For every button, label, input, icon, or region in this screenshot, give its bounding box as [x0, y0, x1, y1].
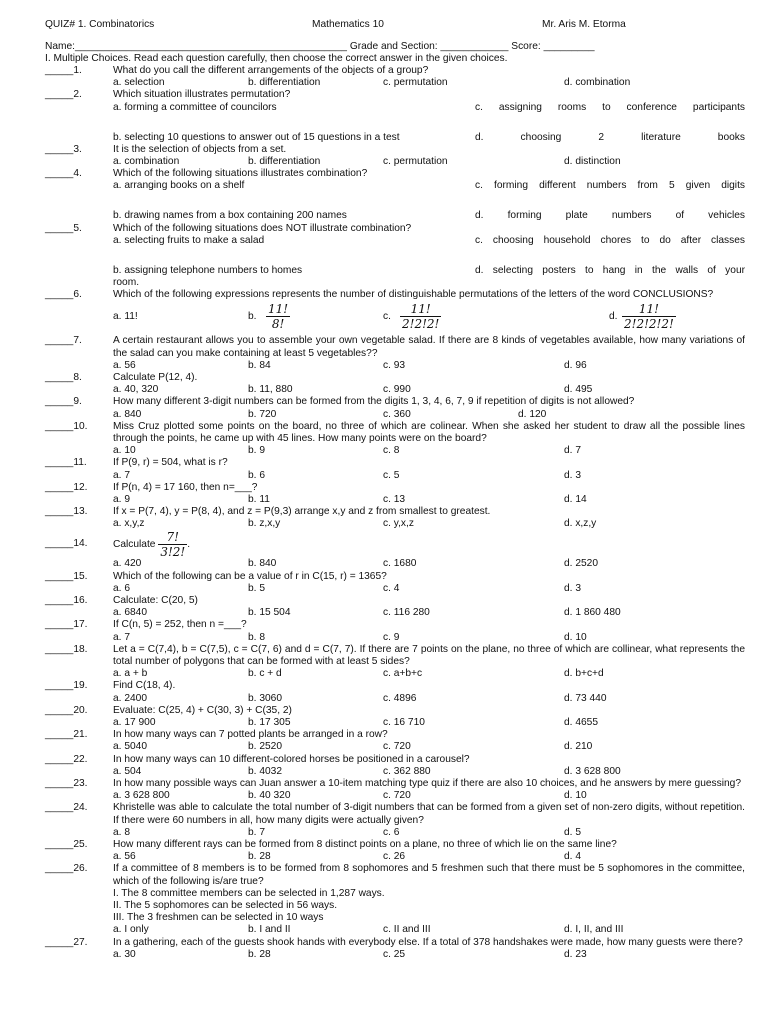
choice-d: d. 73 440	[564, 692, 607, 704]
question-number: _____23.	[45, 778, 88, 789]
question-stem: How many different rays can be formed from 8 distinct points on a plane, no three of which lie on the same line?	[113, 838, 617, 850]
question-stem: Which of the following situations illustrates combination?	[113, 168, 368, 180]
question-25	[0, 839, 768, 863]
choice-c: c. y,x,z	[383, 518, 414, 530]
choice-a: a. 2400	[113, 692, 147, 704]
choice-row	[0, 384, 768, 396]
question-number: _____17.	[45, 619, 88, 631]
choice-b-fraction	[266, 302, 290, 331]
choice-c: c. II and III	[383, 924, 431, 936]
choice-b: b. 28	[248, 948, 271, 960]
question-stem: If P(n, 4) = 17 160, then n=___?	[113, 481, 258, 493]
choice-row	[0, 156, 768, 168]
question-stem: Which situation illustrates permutation?	[113, 89, 291, 101]
choice-a: a. 6	[113, 582, 130, 594]
statement: III. The 3 freshmen can be selected in 10 ways	[113, 912, 324, 924]
choice-row	[0, 265, 768, 277]
question-number: _____20.	[45, 704, 88, 716]
question-stem: In how many ways can 7 potted plants be arranged in a row?	[113, 729, 388, 741]
question-number: _____21.	[45, 729, 88, 741]
choice-d: d. selecting posters to hang in the walls of your	[475, 264, 745, 276]
choice-c: c. 16 710	[383, 717, 425, 729]
question-19	[0, 680, 768, 704]
choice-d: d. 4	[564, 851, 581, 863]
choice-d: d. 1 860 480	[564, 607, 621, 619]
question-number: _____3.	[45, 143, 82, 155]
question-list	[0, 65, 768, 961]
question-stem: In how many ways can 10 different-colored horses be positioned in a carousel?	[113, 753, 470, 765]
question-fraction	[158, 530, 187, 559]
question-stem: Which of the following expressions represents the number of distinguishable permutations of the letters of the word CONCLUSIONS?	[113, 289, 714, 301]
subject-title: Mathematics 10	[312, 19, 384, 30]
choice-row	[0, 558, 768, 570]
question-line	[0, 802, 768, 826]
choice-a: a. 30	[113, 948, 136, 960]
choice-a: a. x,y,z	[113, 518, 145, 530]
quiz-title: QUIZ# 1. Combinatorics	[45, 19, 155, 30]
choice-c: c. 9	[383, 631, 400, 643]
choice-b: b. 8	[248, 631, 265, 643]
choice-a: a. combination	[113, 155, 180, 167]
choice-a: a. a + b	[113, 668, 148, 680]
question-line	[0, 335, 768, 359]
question-stem-text: Calculate	[113, 539, 159, 551]
question-stem: In how many possible ways can Juan answer a 10-item matching type quiz if there are also 10 choices, and he answers by mere guessing?	[113, 778, 741, 789]
choice-d: d. choosing 2 literature books	[475, 131, 745, 143]
question-9	[0, 396, 768, 420]
question-number: _____12.	[45, 481, 88, 493]
choice-b: b. assigning telephone numbers to homes	[113, 264, 303, 276]
question-7	[0, 335, 768, 372]
choice-c: c. 4896	[383, 692, 417, 704]
choice-b: b. 3060	[248, 692, 282, 704]
choice-a: a. 420	[113, 558, 142, 570]
choice-row	[0, 790, 768, 802]
question-14	[0, 530, 768, 570]
question-6	[0, 289, 768, 335]
choice-c: c. 93	[383, 359, 406, 371]
question-line	[0, 595, 768, 607]
choice-c: c. 720	[383, 741, 411, 753]
question-stem: Evaluate: C(25, 4) + C(30, 3) + C(35, 2)	[113, 704, 292, 716]
fraction-denominator: 2!2!2!	[402, 317, 440, 332]
question-5	[0, 223, 768, 290]
choice-d: d. 495	[564, 384, 593, 396]
choice-row	[0, 360, 768, 372]
question-number: _____27.	[45, 936, 88, 948]
choice-row	[0, 180, 768, 198]
question-stem: If a committee of 8 members is to be formed from 8 sophomores and 5 freshmen such that there must be 5 sophomores in the committee, which of the following is/are true?	[113, 863, 745, 887]
question-stem: If x = P(7, 4), y = P(8, 4), and z = P(9,3) arrange x,y and z from smallest to greatest.	[113, 506, 491, 518]
choice-row	[0, 949, 768, 961]
fraction-numerator: 11!	[622, 302, 676, 317]
choice-b: b. 6	[248, 469, 265, 481]
fraction-denominator: 8!	[271, 317, 285, 332]
choice-c: c. 6	[383, 826, 400, 838]
choice-a: a. I only	[113, 924, 149, 936]
question-line	[0, 372, 768, 384]
choice-b: b. 17 305	[248, 717, 291, 729]
question-8	[0, 372, 768, 396]
choice-row	[0, 301, 768, 335]
question-line	[0, 571, 768, 583]
choice-row	[0, 827, 768, 839]
choice-c: c. 1680	[383, 558, 417, 570]
question-stem: Miss Cruz plotted some points on the board, no three of which are colinear. When she asked her student to draw all the possible lines through the points, he came up with 45 lines. How many points were on the board?	[113, 420, 745, 444]
choice-b: b.	[248, 311, 257, 323]
question-1	[0, 65, 768, 89]
choice-b: b. 4032	[248, 765, 282, 777]
choice-a: a. 5040	[113, 741, 147, 753]
question-stem: Calculate P(12, 4).	[113, 371, 198, 383]
question-number: _____18.	[45, 643, 88, 655]
choice-b: b. 40 320	[248, 790, 291, 802]
choice-a: a. 10	[113, 445, 136, 457]
score-blank: _________	[543, 41, 595, 52]
question-4	[0, 168, 768, 222]
question-line	[0, 839, 768, 851]
question-number: _____15.	[45, 570, 88, 582]
question-line	[0, 937, 768, 949]
question-number: _____7.	[45, 335, 82, 347]
choice-row	[0, 583, 768, 595]
question-10	[0, 421, 768, 458]
choice-b: b. 15 504	[248, 607, 291, 619]
choice-a: a. 17 900	[113, 717, 156, 729]
question-line	[0, 223, 768, 235]
choice-row	[0, 132, 768, 144]
choice-b: b. 7	[248, 826, 265, 838]
choice-d: d. 10	[564, 790, 587, 802]
question-stem: In a gathering, each of the guests shook hands with everybody else. If a total of 378 handshakes were made, how many guests were there?	[113, 936, 743, 948]
choice-b: b. I and II	[248, 924, 291, 936]
question-number: _____14.	[45, 538, 88, 550]
question-21	[0, 729, 768, 753]
choice-c: c. assigning rooms to conference participants	[475, 101, 745, 113]
score-label: Score:	[508, 41, 544, 52]
question-line	[0, 396, 768, 408]
choice-row	[0, 277, 768, 289]
fraction-denominator: 3!2!	[160, 545, 186, 560]
choice-d: d. 14	[564, 493, 587, 505]
choice-d: d. 96	[564, 359, 587, 371]
choice-b: b. 28	[248, 851, 271, 863]
spacer	[0, 253, 768, 265]
instructions: I. Multiple Choices. Read each question carefully, then choose the correct answer in the given choices.	[45, 53, 508, 64]
question-24	[0, 802, 768, 839]
choice-row	[0, 470, 768, 482]
question-line	[0, 863, 768, 887]
choice-c: c. 990	[383, 384, 411, 396]
question-line	[0, 530, 768, 558]
choice-a: a. 8	[113, 826, 130, 838]
name-label: Name:	[45, 41, 76, 52]
choice-a: a. 40, 320	[113, 384, 159, 396]
choice-a: a. selection	[113, 77, 165, 89]
question-number: _____1.	[45, 65, 82, 76]
question-line	[0, 778, 768, 790]
choice-row	[0, 851, 768, 863]
fraction-denominator: 2!2!2!2!	[624, 317, 674, 332]
question-number: _____9.	[45, 396, 82, 408]
choice-d: d. x,z,y	[564, 518, 597, 530]
choice-c: c. 5	[383, 469, 400, 481]
grade-section-blank: ____________	[440, 41, 509, 52]
question-26	[0, 863, 768, 936]
choice-c: c. 13	[383, 493, 406, 505]
question-11	[0, 457, 768, 481]
choice-b: b. 720	[248, 408, 277, 420]
question-line	[0, 144, 768, 156]
choice-row	[0, 409, 768, 421]
choice-b: b. drawing names from a box containing 200 names	[113, 210, 347, 222]
question-line	[0, 680, 768, 692]
question-13	[0, 506, 768, 530]
question-line	[0, 754, 768, 766]
choice-c: c. 116 280	[383, 607, 430, 619]
question-line	[0, 168, 768, 180]
question-12	[0, 482, 768, 506]
choice-d: d.	[609, 311, 618, 323]
question-15	[0, 571, 768, 595]
choice-d: d. 3	[564, 469, 581, 481]
question-stem: Calculate: C(20, 5)	[113, 595, 198, 607]
choice-b: b. 2520	[248, 741, 282, 753]
question-line	[0, 705, 768, 717]
question-number: _____6.	[45, 289, 82, 301]
choice-row	[0, 693, 768, 705]
choice-a: a. 840	[113, 408, 142, 420]
question-16	[0, 595, 768, 619]
choice-d: d. forming plate numbers of vehicles	[475, 210, 745, 222]
question-stem: Find C(18, 4).	[113, 680, 176, 692]
question-number: _____22.	[45, 753, 88, 765]
choice-b: b. 840	[248, 558, 277, 570]
choice-d: d. 10	[564, 631, 587, 643]
question-27	[0, 937, 768, 961]
name-blank: ________________________________________________	[75, 41, 347, 52]
question-stem: It is the selection of objects from a set.	[113, 143, 287, 155]
question-number: _____5.	[45, 222, 82, 234]
choice-row	[0, 717, 768, 729]
choice-b: b. 11, 880	[248, 384, 293, 396]
choice-b: b. c + d	[248, 668, 282, 680]
question-line	[0, 506, 768, 518]
choice-row	[0, 235, 768, 253]
fraction-numerator: 7!	[158, 530, 187, 545]
page-header	[45, 19, 745, 32]
question-number: _____13.	[45, 506, 88, 518]
choice-c: c. 4	[383, 582, 400, 594]
choice-a: a. 7	[113, 469, 130, 481]
question-20	[0, 705, 768, 729]
choice-c: c. 720	[383, 790, 411, 802]
choice-d: d. 5	[564, 826, 581, 838]
choice-row	[0, 445, 768, 457]
spacer	[0, 198, 768, 210]
question-stem: Which of the following can be a value of r in C(15, r) = 1365?	[113, 570, 387, 582]
choice-row	[0, 102, 768, 120]
choice-d-fraction	[622, 302, 676, 331]
choice-a: a. 56	[113, 851, 136, 863]
choice-row	[0, 494, 768, 506]
choice-c: c. 8	[383, 445, 400, 457]
question-stem: If P(9, r) = 504, what is r?	[113, 457, 228, 469]
choice-a: a. 3 628 800	[113, 790, 170, 802]
question-number: _____4.	[45, 168, 82, 180]
choice-d: d. I, II, and III	[564, 924, 624, 936]
choice-row	[0, 607, 768, 619]
choice-a: a. selecting fruits to make a salad	[113, 234, 265, 246]
question-22	[0, 754, 768, 778]
choice-b: b. selecting 10 questions to answer out of 15 questions in a test	[113, 131, 400, 143]
choice-c: c. permutation	[383, 77, 448, 89]
question-stem: Khristelle was able to calculate the total number of 3-digit numbers that can be formed from a given set of non-zero digits, without repetition. If there were 60 numbers in all, how many digits were actually given?	[113, 802, 745, 826]
question-23	[0, 778, 768, 802]
choice-c: c. 25	[383, 948, 406, 960]
choice-c: c. 26	[383, 851, 406, 863]
choice-b-continued: room.	[113, 276, 140, 288]
choice-d: d. distinction	[564, 155, 621, 167]
question-line	[0, 289, 768, 301]
question-stem: How many different 3-digit numbers can be formed from the digits 1, 3, 4, 6, 7, 9 if repetition of digits is not allowed?	[113, 396, 635, 408]
question-line	[0, 644, 768, 668]
choice-a: a. 11!	[113, 311, 138, 323]
choice-b: b. differentiation	[248, 155, 321, 167]
choice-a: a. 56	[113, 359, 136, 371]
choice-d: d. combination	[564, 77, 631, 89]
question-line	[0, 619, 768, 631]
question-number: _____24.	[45, 802, 88, 814]
choice-a: a. arranging books on a shelf	[113, 180, 245, 192]
choice-row	[0, 77, 768, 89]
question-number: _____8.	[45, 371, 82, 383]
fraction-numerator: 11!	[400, 302, 441, 317]
choice-d: d. 7	[564, 445, 581, 457]
question-line	[0, 457, 768, 469]
choice-b: b. 84	[248, 359, 271, 371]
question-line	[0, 421, 768, 445]
question-stem: What do you call the different arrangements of the objects of a group?	[113, 65, 429, 76]
question-stem: Let a = C(7,4), b = C(7,5), c = C(7, 6) and d = C(7, 7). If there are 7 points on the plane, no three of which are collinear, what represents the total number of polygons that can be formed with at least 5 sides?	[113, 643, 745, 668]
choice-d: d. 4655	[564, 717, 598, 729]
choice-a: a. 6840	[113, 607, 147, 619]
choice-c: c. 360	[383, 408, 411, 420]
statement: II. The 5 sophomores can be selected in 56 ways.	[113, 899, 338, 911]
choice-c: c. 362 880	[383, 765, 431, 777]
question-number: _____2.	[45, 89, 82, 101]
choice-row	[0, 741, 768, 753]
choice-c-fraction	[400, 302, 441, 331]
spacer	[0, 120, 768, 132]
choice-a: a. 504	[113, 765, 142, 777]
choice-a: a. forming a committee of councilors	[113, 101, 277, 113]
teacher-name: Mr. Aris M. Etorma	[542, 19, 626, 30]
question-2	[0, 89, 768, 143]
question-number: _____25.	[45, 838, 88, 850]
choice-d: d. b+c+d	[564, 668, 604, 680]
choice-c: c. forming different numbers from 5 given digits	[475, 180, 745, 192]
question-number: _____26.	[45, 863, 88, 875]
choice-a: a. 9	[113, 493, 130, 505]
question-number: _____11.	[45, 457, 87, 469]
question-stem: Which of the following situations does NOT illustrate combination?	[113, 222, 412, 234]
question-number: _____19.	[45, 680, 88, 692]
grade-section-label: Grade and Section:	[349, 41, 441, 52]
student-info-row	[45, 41, 745, 53]
question-number: _____16.	[45, 595, 88, 607]
choice-row	[0, 668, 768, 680]
question-stem-end: .	[187, 539, 191, 551]
question-line	[0, 65, 768, 77]
choice-c: c. a+b+c	[383, 668, 423, 680]
choice-row	[0, 518, 768, 530]
choice-b: b. 5	[248, 582, 265, 594]
choice-c: c.	[383, 311, 391, 323]
question-stem: If C(n, 5) = 252, then n =___?	[113, 619, 247, 631]
choice-row	[0, 632, 768, 644]
choice-row	[0, 766, 768, 778]
choice-b: b. differentiation	[248, 77, 321, 89]
choice-d: d. 120	[518, 408, 547, 420]
choice-a: a. 7	[113, 631, 130, 643]
question-stem	[113, 530, 745, 558]
choice-c: c. permutation	[383, 155, 448, 167]
question-line	[0, 89, 768, 101]
fraction-numerator: 11!	[268, 302, 289, 317]
choice-b: b. 9	[248, 445, 265, 457]
choice-d: d. 23	[564, 948, 587, 960]
choice-b: b. z,x,y	[248, 518, 281, 530]
question-18	[0, 644, 768, 681]
question-17	[0, 619, 768, 643]
choice-d: d. 2520	[564, 558, 598, 570]
question-line	[0, 729, 768, 741]
question-line	[0, 482, 768, 494]
choice-c: c. choosing household chores to do after classes	[475, 234, 745, 246]
choice-d: d. 210	[564, 741, 593, 753]
question-number: _____10.	[45, 420, 88, 432]
choice-d: d. 3	[564, 582, 581, 594]
choice-b: b. 11	[248, 493, 270, 505]
choice-d: d. 3 628 800	[564, 765, 621, 777]
choice-row	[0, 924, 768, 936]
question-3	[0, 144, 768, 168]
statement: I. The 8 committee members can be selected in 1,287 ways.	[113, 887, 385, 899]
question-stem: A certain restaurant allows you to assemble your own vegetable salad. If there are 8 kinds of vegetables available, how many variations of the salad can you make containing at least 5 vegetables??	[113, 335, 745, 359]
choice-row	[0, 210, 768, 222]
